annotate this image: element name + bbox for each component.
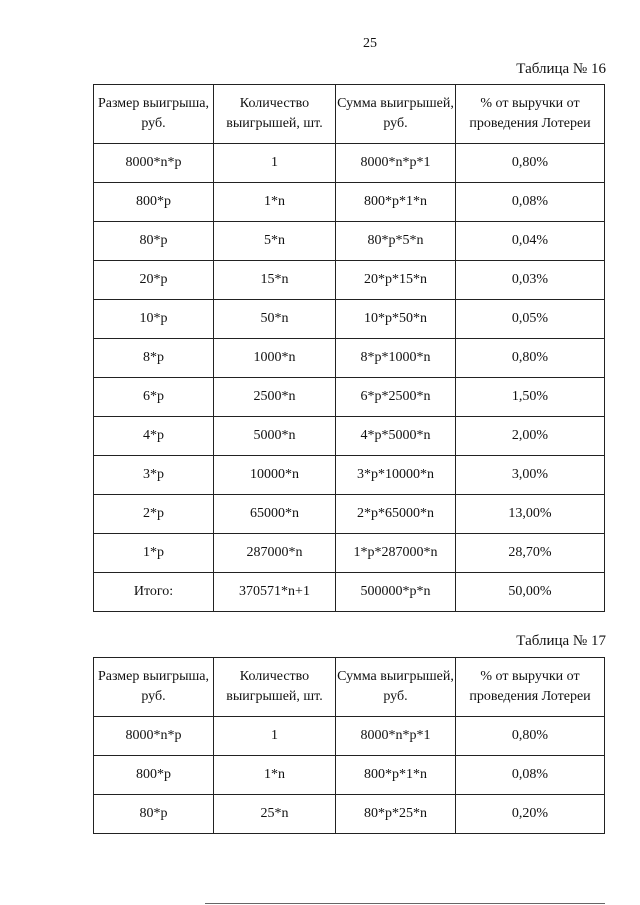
cell-prize-count: 65000*n — [214, 495, 336, 534]
cell-revenue-percent: 0,20% — [456, 795, 605, 834]
cell-prize-count: 15*n — [214, 261, 336, 300]
cell-prize-size: 2*p — [94, 495, 214, 534]
cell-prize-sum: 6*p*2500*n — [336, 378, 456, 417]
cell-revenue-percent: 13,00% — [456, 495, 605, 534]
cell-prize-count: 1 — [214, 144, 336, 183]
cell-prize-size: Итого: — [94, 573, 214, 612]
cell-revenue-percent: 0,03% — [456, 261, 605, 300]
cell-prize-count: 1000*n — [214, 339, 336, 378]
cell-prize-count: 1 — [214, 717, 336, 756]
cell-prize-count: 5000*n — [214, 417, 336, 456]
table-header-row — [94, 658, 605, 717]
cell-revenue-percent: 50,00% — [456, 573, 605, 612]
cell-prize-count: 370571*n+1 — [214, 573, 336, 612]
cell-prize-sum: 20*p*15*n — [336, 261, 456, 300]
cell-revenue-percent: 0,80% — [456, 144, 605, 183]
header-revenue-percent: % от выручки от проведения Лотереи — [456, 658, 605, 717]
cell-prize-size: 3*p — [94, 456, 214, 495]
cell-prize-count: 1*n — [214, 183, 336, 222]
cell-prize-size: 8*p — [94, 339, 214, 378]
cell-prize-size: 80*p — [94, 795, 214, 834]
cell-prize-sum: 4*p*5000*n — [336, 417, 456, 456]
cell-revenue-percent: 0,05% — [456, 300, 605, 339]
header-prize-sum: Сумма выигрышей, руб. — [336, 85, 456, 144]
table-row — [94, 795, 605, 834]
cell-prize-sum: 3*p*10000*n — [336, 456, 456, 495]
table-row — [94, 534, 605, 573]
cell-prize-sum: 10*p*50*n — [336, 300, 456, 339]
cell-prize-sum: 8000*n*p*1 — [336, 717, 456, 756]
cell-prize-count: 1*n — [214, 756, 336, 795]
table-17-caption: Таблица № 17 — [516, 633, 606, 649]
table-16-caption: Таблица № 16 — [516, 61, 606, 77]
cell-prize-count: 287000*n — [214, 534, 336, 573]
cell-prize-size: 6*p — [94, 378, 214, 417]
cell-prize-size: 8000*n*p — [94, 717, 214, 756]
cell-prize-count: 25*n — [214, 795, 336, 834]
cell-revenue-percent: 3,00% — [456, 456, 605, 495]
cell-revenue-percent: 0,08% — [456, 756, 605, 795]
cell-prize-size: 1*p — [94, 534, 214, 573]
cell-prize-sum: 2*p*65000*n — [336, 495, 456, 534]
cell-prize-size: 800*p — [94, 756, 214, 795]
cell-revenue-percent: 2,00% — [456, 417, 605, 456]
table-row — [94, 573, 605, 612]
cell-revenue-percent: 0,04% — [456, 222, 605, 261]
header-prize-size: Размер выигрыша, руб. — [94, 85, 214, 144]
cell-prize-sum: 8*p*1000*n — [336, 339, 456, 378]
table-row — [94, 222, 605, 261]
cell-prize-sum: 80*p*5*n — [336, 222, 456, 261]
page-bottom-divider — [205, 903, 605, 904]
cell-prize-size: 10*p — [94, 300, 214, 339]
header-prize-count: Количество выигрышей, шт. — [214, 658, 336, 717]
table-row — [94, 717, 605, 756]
cell-prize-count: 10000*n — [214, 456, 336, 495]
cell-revenue-percent: 1,50% — [456, 378, 605, 417]
cell-prize-count: 5*n — [214, 222, 336, 261]
table-row — [94, 756, 605, 795]
page-number: 25 — [363, 36, 377, 51]
table-row — [94, 495, 605, 534]
table-row — [94, 183, 605, 222]
cell-prize-sum: 800*p*1*n — [336, 756, 456, 795]
prize-table-16 — [93, 84, 605, 612]
header-revenue-percent: % от выручки от проведения Лотереи — [456, 85, 605, 144]
cell-prize-size: 8000*n*p — [94, 144, 214, 183]
cell-prize-size: 800*p — [94, 183, 214, 222]
cell-prize-sum: 800*p*1*n — [336, 183, 456, 222]
cell-prize-sum: 8000*n*p*1 — [336, 144, 456, 183]
cell-prize-size: 20*p — [94, 261, 214, 300]
table-row — [94, 261, 605, 300]
table-row — [94, 456, 605, 495]
cell-prize-sum: 80*p*25*n — [336, 795, 456, 834]
header-prize-size: Размер выигрыша, руб. — [94, 658, 214, 717]
cell-revenue-percent: 0,80% — [456, 717, 605, 756]
table-row — [94, 417, 605, 456]
cell-prize-size: 80*p — [94, 222, 214, 261]
header-prize-sum: Сумма выигрышей, руб. — [336, 658, 456, 717]
cell-prize-size: 4*p — [94, 417, 214, 456]
cell-prize-sum: 1*p*287000*n — [336, 534, 456, 573]
cell-prize-count: 2500*n — [214, 378, 336, 417]
cell-revenue-percent: 0,80% — [456, 339, 605, 378]
table-header-row — [94, 85, 605, 144]
table-row — [94, 300, 605, 339]
header-prize-count: Количество выигрышей, шт. — [214, 85, 336, 144]
prize-table-17 — [93, 657, 605, 834]
cell-prize-count: 50*n — [214, 300, 336, 339]
cell-revenue-percent: 0,08% — [456, 183, 605, 222]
table-row — [94, 378, 605, 417]
cell-revenue-percent: 28,70% — [456, 534, 605, 573]
table-row — [94, 339, 605, 378]
table-row — [94, 144, 605, 183]
cell-prize-sum: 500000*p*n — [336, 573, 456, 612]
